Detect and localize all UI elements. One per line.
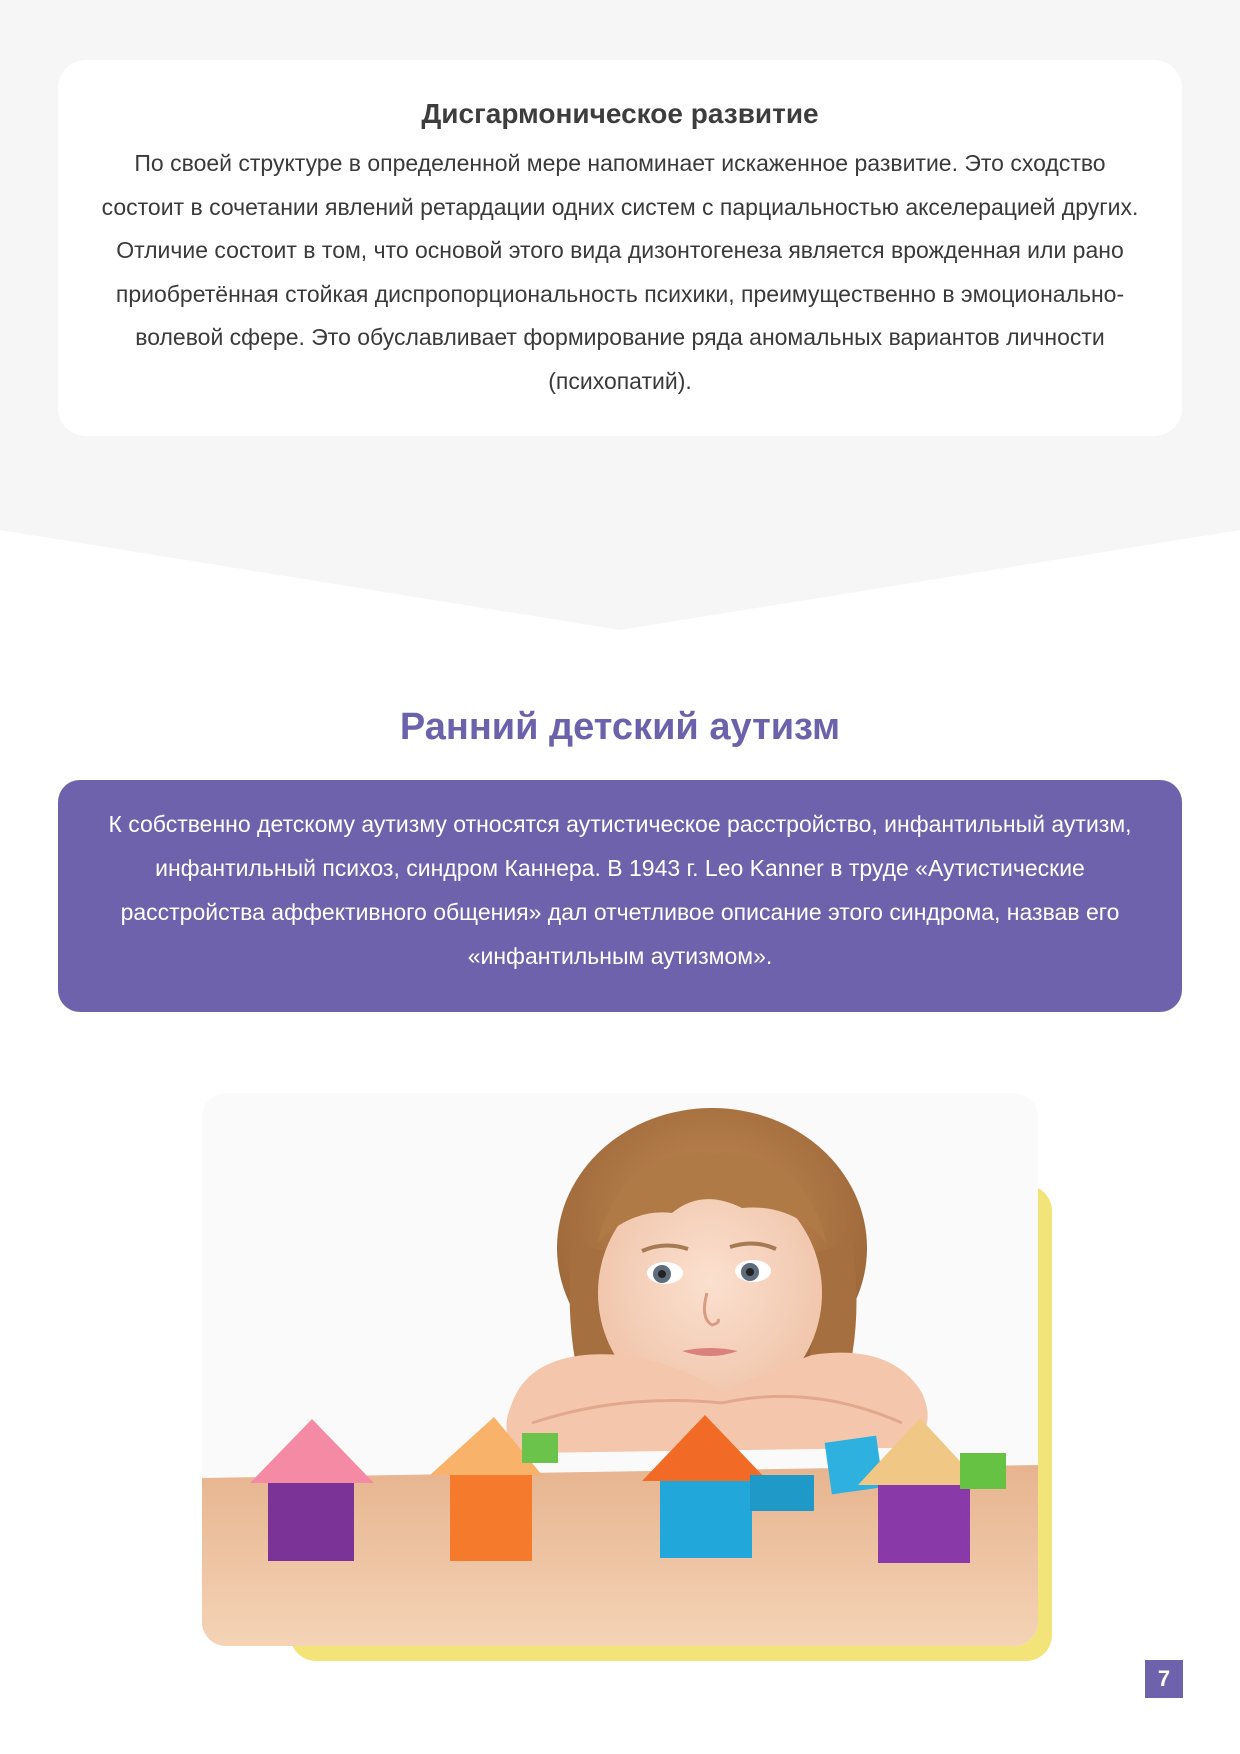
card-text: По своей структуре в определенной мере напоминает искаженное развитие. Это сходство состоит в сочетании явлений ретардации одних систем с парциальностью акселерацией других. Отличие состоит в том, что основой этого вида дизонтогенеза является врожденная или рано приобретённая стойкая диспропорциональность психики, преимущественно в эмоционально-волевой сфере. Это обуславливает формирование ряда аномальных вариантов личности (психопатий). [101,150,1139,394]
info-card [58,60,1182,436]
page-number: 7 [1145,1660,1183,1698]
highlight-card [58,780,1182,1012]
card-title: Дисгармоническое развитие [421,98,819,129]
child-with-blocks-photo [202,1093,1038,1646]
highlight-text: К собственно детскому аутизму относятся аутистическое расстройство, инфантильный аутизм, инфантильный психоз, синдром Каннера. В 1943 г. Leo Kanner в труде «Аутистические расстройства аффективного общения» дал отчетливое описание этого синдрома, назвав его «инфантильным аутизмом». [108,811,1132,969]
section-title: Ранний детский аутизм [399,706,841,748]
